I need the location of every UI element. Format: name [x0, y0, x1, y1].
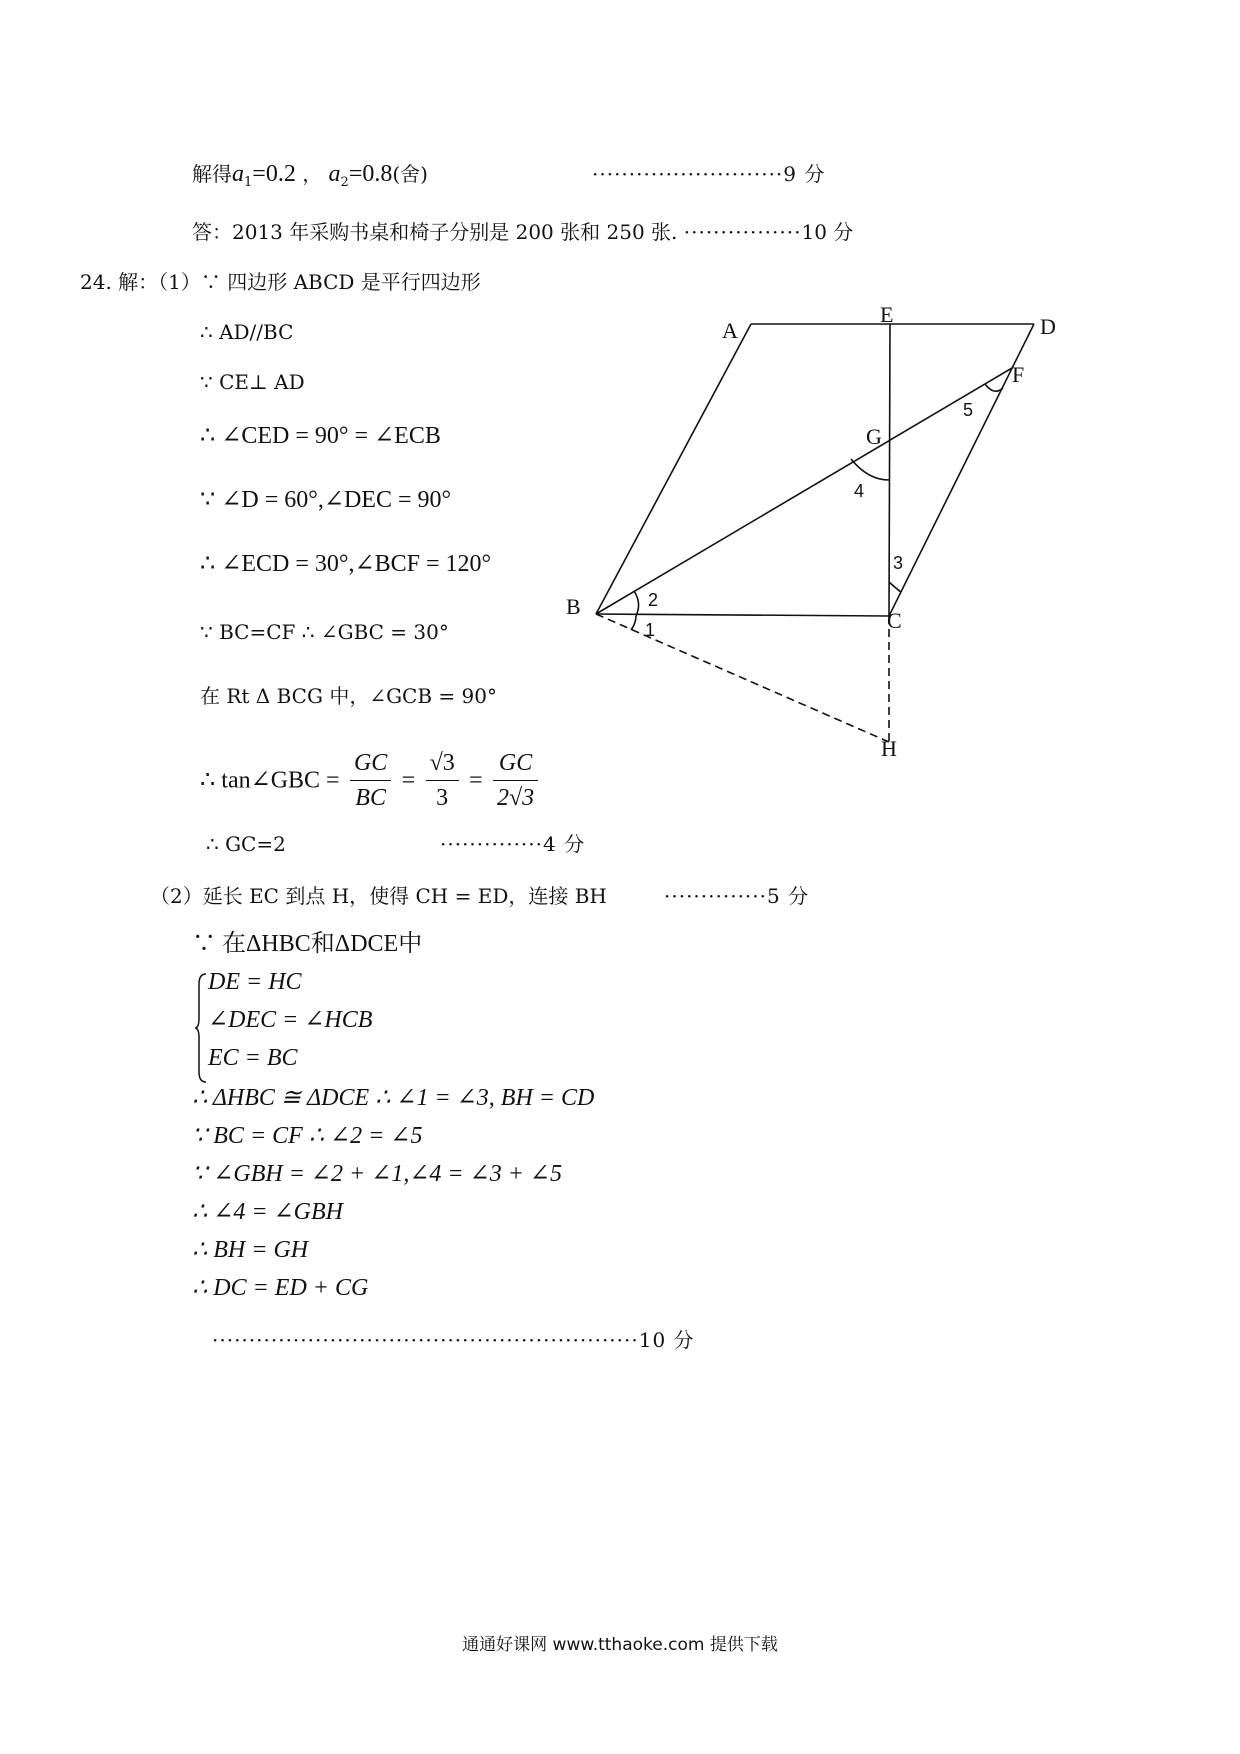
- tan-prefix: ∴ tan∠GBC =: [200, 767, 340, 794]
- a2-sub: 2: [340, 175, 349, 190]
- angle-label-5: 5: [963, 400, 974, 420]
- angle-arc-4: [851, 459, 889, 480]
- proof-line: ∴ ΔHBC ≅ ΔDCE ∴ ∠1 = ∠3, BH = CD: [192, 1085, 595, 1111]
- a2-var: a: [328, 161, 341, 187]
- part2-dots: ··············: [664, 884, 768, 908]
- part2-score-text: 5 分: [767, 884, 810, 908]
- q24-heading: 24. 解：（1）∵ 四边形 ABCD 是平行四边形: [80, 270, 481, 294]
- point-label-b: B: [566, 594, 581, 619]
- frac-den: 3: [436, 785, 449, 811]
- condition-line: ∠DEC = ∠HCB: [208, 1007, 373, 1033]
- angle-arc-1: [631, 616, 636, 630]
- point-label-a: A: [722, 318, 738, 343]
- point-label-h: H: [881, 736, 897, 761]
- a1-var: a: [232, 161, 244, 187]
- angle-label-2: 2: [648, 590, 659, 610]
- gc-score-text: 4 分: [543, 832, 586, 856]
- solve-prefix: 解得: [192, 162, 232, 186]
- proof-line: ∴ BH = GH: [192, 1237, 309, 1263]
- angle-arc-3: [889, 582, 901, 592]
- step-line: ∵ BC=CF ∴ ∠GBC = 30°: [200, 620, 449, 644]
- segment-ec: [889, 324, 890, 616]
- point-label-d: D: [1040, 314, 1056, 339]
- answer-text: 答：2013 年采购书桌和椅子分别是 200 张和 250 张.: [192, 220, 678, 244]
- step-line: ∵ CE⊥ AD: [200, 370, 305, 394]
- a1-sub: 1: [244, 175, 253, 190]
- angle-label-3: 3: [893, 553, 904, 573]
- frac-den: 2√3: [497, 785, 535, 811]
- angle-arc-5: [985, 384, 1003, 391]
- proof-line: ∴ ∠4 = ∠GBH: [192, 1199, 344, 1225]
- segment-ab: [596, 324, 751, 614]
- segment-bh-dashed: [596, 614, 889, 742]
- frac-num: √3: [426, 748, 459, 781]
- separator: ，: [302, 162, 323, 186]
- step-line: ∵ ∠D = 60°,∠DEC = 90°: [200, 487, 452, 513]
- point-label-g: G: [866, 424, 882, 449]
- gc-line: ∴ GC=2: [206, 832, 286, 856]
- a2-value: =0.8: [348, 161, 393, 187]
- a2-note: (舍): [392, 162, 428, 186]
- final-score-text: 10 分: [638, 1328, 695, 1352]
- gc-dots: ··············: [440, 832, 544, 856]
- solve-score-text: 9 分: [783, 162, 826, 186]
- step-line: 在 Rt Δ BCG 中，∠GCB = 90°: [200, 684, 497, 708]
- condition-line: EC = BC: [208, 1045, 298, 1071]
- point-label-c: C: [887, 608, 902, 633]
- equals: =: [469, 767, 483, 794]
- frac-den: BC: [355, 785, 386, 811]
- condition-line: DE = HC: [208, 969, 302, 995]
- proof-line: ∵ BC = CF ∴ ∠2 = ∠5: [192, 1123, 423, 1149]
- answer-dots: ················: [683, 220, 802, 244]
- step-line: ∴ AD//BC: [200, 320, 294, 344]
- a1-value: =0.2: [252, 161, 296, 187]
- proof-line: ∵ ∠GBH = ∠2 + ∠1,∠4 = ∠3 + ∠5: [192, 1161, 563, 1187]
- angle-label-1: 1: [645, 620, 656, 640]
- answer-score: 10 分: [801, 220, 854, 244]
- step-line: ∴ ∠ECD = 30°,∠BCF = 120°: [200, 551, 492, 577]
- angle-label-4: 4: [854, 481, 865, 501]
- step-line: ∴ ∠CED = 90° = ∠ECB: [200, 423, 441, 449]
- frac-num: GC: [350, 748, 391, 781]
- angle-arc-2: [634, 591, 639, 616]
- point-label-f: F: [1012, 362, 1025, 387]
- segment-bf: [596, 368, 1012, 614]
- part2-heading: （2）延长 EC 到点 H，使得 CH = ED，连接 BH: [150, 884, 607, 908]
- segment-bc: [596, 614, 889, 616]
- final-dots: ··························································: [212, 1328, 639, 1352]
- equals: =: [401, 767, 416, 794]
- footer-credit: 通通好课网 www.tthaoke.com 提供下载: [462, 1635, 778, 1655]
- frac-num: GC: [493, 748, 538, 781]
- proof-line: ∴ DC = ED + CG: [192, 1275, 369, 1301]
- proof-line: ∵ 在ΔHBC和ΔDCE中: [192, 931, 423, 957]
- solve-dots: ··························: [592, 162, 784, 186]
- point-label-e: E: [880, 302, 894, 327]
